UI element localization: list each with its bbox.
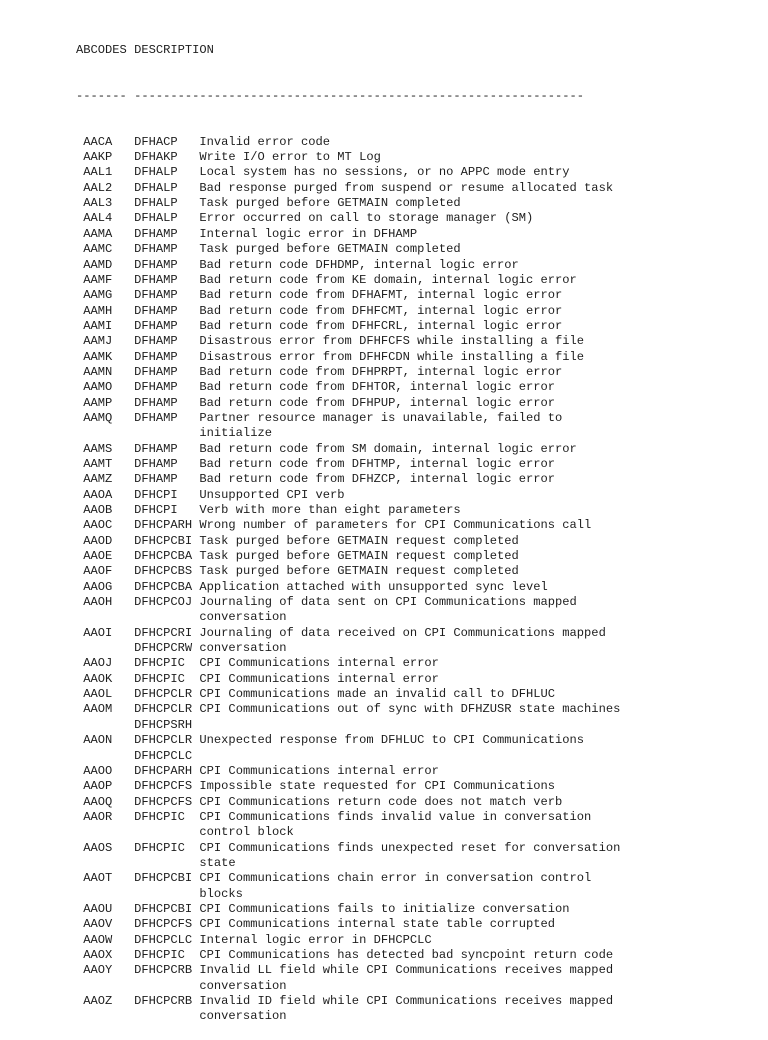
table-row [76,196,756,211]
row-main-line [76,273,756,288]
abend-code: AAKP [83,150,113,165]
module-name: DFHCPCLR [134,687,193,702]
row-main-line [76,595,756,610]
row-main-line [76,227,756,242]
continuation-module-name: DFHCPCRW [134,641,193,656]
abend-code: AAMT [83,456,113,471]
abend-description: CPI Communications internal error [199,656,439,671]
table-row [76,871,756,902]
table-row [76,135,756,150]
abend-description: CPI Communications return code does not match verb [199,794,563,809]
row-continuation-line [76,856,756,871]
module-name: DFHCPCFS [134,794,193,809]
row-continuation-line [76,610,756,625]
abend-description: Task purged before GETMAIN completed [199,196,461,211]
abend-code: AAOU [83,901,113,916]
table-row [76,165,756,180]
row-main-line [76,503,756,518]
separator-description: -------------------------------------------------------------- [134,88,585,103]
abend-description: Bad return code from DFHPUP, internal logic error [199,395,556,410]
row-main-line [76,411,756,426]
row-continuation-line [76,718,756,733]
table-row [76,534,756,549]
module-name: DFHCPIC [134,809,185,824]
abend-description: Local system has no sessions, or no APPC mode entry [199,165,570,180]
abend-description: Bad return code from DFHPRPT, internal logic error [199,364,563,379]
abend-description: Journaling of data sent on CPI Communications mapped [199,595,577,610]
row-continuation-line [76,825,756,840]
abend-code: AAMA [83,226,113,241]
row-main-line [76,242,756,257]
abend-description: CPI Communications has detected bad syncpoint return code [199,947,614,962]
table-row [76,779,756,794]
row-main-line [76,380,756,395]
row-continuation-line [76,1009,756,1024]
module-name: DFHAMP [134,288,178,303]
continuation-description: conversation [199,978,287,993]
abend-description: CPI Communications internal error [199,671,439,686]
abend-code: AAOW [83,932,113,947]
table-row [76,733,756,764]
abend-description: Task purged before GETMAIN request completed [199,564,519,579]
abend-description: Bad return code from DFHAFMT, internal logic error [199,288,563,303]
module-name: DFHCPCBI [134,533,193,548]
table-row [76,518,756,533]
table-row [76,503,756,518]
abend-code: AACA [83,134,113,149]
row-main-line [76,472,756,487]
module-name: DFHAMP [134,242,178,257]
abend-description: Task purged before GETMAIN completed [199,242,461,257]
row-main-line [76,534,756,549]
abend-code: AAOK [83,671,113,686]
module-name: DFHAMP [134,410,178,425]
table-row [76,702,756,733]
abend-code: AAMF [83,272,113,287]
abend-code: AAOF [83,564,113,579]
abend-code: AAOS [83,840,113,855]
abend-description: Invalid ID field while CPI Communications receives mapped [199,994,614,1008]
table-row [76,181,756,196]
abend-description: Journaling of data received on CPI Communications mapped [199,625,606,640]
header-separator [76,89,756,104]
module-name: DFHAMP [134,334,178,349]
row-main-line [76,365,756,380]
module-name: DFHCPCLC [134,932,193,947]
module-name: DFHCPCBS [134,564,193,579]
module-name: DFHCPCOJ [134,595,193,610]
module-name: DFHAMP [134,349,178,364]
module-name: DFHAMP [134,395,178,410]
row-main-line [76,258,756,273]
abend-code: AAON [83,733,113,748]
row-main-line [76,564,756,579]
abend-code: AAOL [83,687,113,702]
row-main-line [76,457,756,472]
table-row [76,656,756,671]
row-main-line [76,396,756,411]
abend-description: CPI Communications finds invalid value in conversation [199,809,592,824]
continuation-description: blocks [199,886,243,901]
row-main-line [76,963,756,978]
module-name: DFHAMP [134,272,178,287]
module-name: DFHAMP [134,257,178,272]
module-name: DFHACP [134,134,178,149]
module-name: DFHAMP [134,364,178,379]
abend-code-table [76,135,756,1025]
module-name: DFHALP [134,196,178,211]
continuation-module-name: DFHCPSRH [134,717,193,732]
table-row [76,948,756,963]
abend-description: Bad return code from DFHTMP, internal logic error [199,456,556,471]
row-main-line [76,948,756,963]
row-main-line [76,181,756,196]
table-row [76,258,756,273]
module-name: DFHCPARH [134,763,193,778]
module-name: DFHCPARH [134,518,193,533]
row-main-line [76,304,756,319]
abend-code: AAL4 [83,211,113,226]
abend-description: Application attached with unsupported sync level [199,579,548,594]
table-row [76,595,756,626]
row-main-line [76,702,756,717]
module-name: DFHAKP [134,150,178,165]
abend-description: Internal logic error in DFHCPCLC [199,932,432,947]
abend-code: AAL2 [83,180,113,195]
row-main-line [76,764,756,779]
row-main-line [76,626,756,641]
table-row [76,933,756,948]
continuation-module-name: DFHCPCLC [134,748,193,763]
module-name: DFHCPCBA [134,549,193,564]
table-row [76,472,756,487]
abend-description: CPI Communications internal error [199,763,439,778]
table-row [76,273,756,288]
abend-code: AAOD [83,533,113,548]
table-row [76,304,756,319]
row-main-line [76,549,756,564]
module-name: DFHCPIC [134,656,185,671]
table-row [76,917,756,932]
abend-code: AAOC [83,518,113,533]
module-name: DFHCPCFS [134,779,193,794]
continuation-description: conversation [199,610,287,625]
abend-description: Partner resource manager is unavailable, failed to [199,410,563,425]
table-row [76,994,756,1025]
row-main-line [76,150,756,165]
table-row [76,380,756,395]
row-main-line [76,211,756,226]
abend-code-listing [76,12,756,1040]
abend-code: AAOZ [83,994,113,1008]
module-name: DFHCPCFS [134,917,193,932]
abend-description: Bad return code from DFHTOR, internal logic error [199,380,556,395]
abend-code: AAOA [83,487,113,502]
module-name: DFHCPCLR [134,733,193,748]
row-main-line [76,196,756,211]
abend-description: Unsupported CPI verb [199,487,345,502]
abend-code: AAOQ [83,794,113,809]
row-main-line [76,442,756,457]
row-main-line [76,580,756,595]
abend-description: Bad return code from DFHFCMT, internal logic error [199,303,563,318]
table-row [76,350,756,365]
row-main-line [76,994,756,1009]
module-name: DFHAMP [134,441,178,456]
abend-description: Bad return code from SM domain, internal logic error [199,441,577,456]
abend-description: Wrong number of parameters for CPI Communications call [199,518,592,533]
abend-description: Invalid error code [199,134,331,149]
table-row [76,580,756,595]
row-continuation-line [76,641,756,656]
abend-description: Bad return code from DFHZCP, internal logic error [199,472,556,487]
abend-description: Bad return code from KE domain, internal logic error [199,272,577,287]
abend-code: AAMS [83,441,113,456]
module-name: DFHCPCBI [134,871,193,886]
row-main-line [76,319,756,334]
abend-description: CPI Communications fails to initialize conversation [199,901,570,916]
module-name: DFHCPIC [134,947,185,962]
module-name: DFHCPCBI [134,901,193,916]
row-main-line [76,165,756,180]
table-row [76,672,756,687]
abend-code: AAOY [83,963,113,978]
abend-description: Impossible state requested for CPI Communications [199,779,556,794]
row-main-line [76,779,756,794]
abend-description: Internal logic error in DFHAMP [199,226,418,241]
abend-description: Task purged before GETMAIN request completed [199,549,519,564]
module-name: DFHAMP [134,226,178,241]
table-row [76,902,756,917]
abend-description: Unexpected response from DFHLUC to CPI Communications [199,733,585,748]
abend-code: AAOE [83,549,113,564]
table-row [76,411,756,442]
abend-description: CPI Communications out of sync with DFHZUSR state machines [199,702,621,717]
row-main-line [76,917,756,932]
abend-code: AAOG [83,579,113,594]
row-main-line [76,841,756,856]
module-name: DFHCPCRB [134,963,193,978]
table-row [76,288,756,303]
table-row [76,150,756,165]
table-row [76,963,756,994]
table-row [76,211,756,226]
table-row [76,841,756,872]
module-name: DFHALP [134,180,178,195]
table-row [76,242,756,257]
abend-code: AAOR [83,809,113,824]
abend-description: CPI Communications finds unexpected reset for conversation [199,840,621,855]
row-main-line [76,933,756,948]
module-name: DFHAMP [134,303,178,318]
row-main-line [76,902,756,917]
abend-code: AAMH [83,303,113,318]
abend-code: AAOV [83,917,113,932]
table-row [76,365,756,380]
module-name: DFHCPCLR [134,702,193,717]
abend-code: AAOT [83,871,113,886]
row-continuation-line [76,887,756,902]
table-row [76,626,756,657]
abend-description: Verb with more than eight parameters [199,503,461,517]
row-main-line [76,488,756,503]
table-row [76,319,756,334]
abend-description: Error occurred on call to storage manager (SM) [199,211,534,226]
abend-code: AAMK [83,349,113,364]
table-row [76,396,756,411]
abend-code: AAMP [83,395,113,410]
continuation-description: control block [199,825,294,840]
abend-description: Write I/O error to MT Log [199,150,381,165]
abend-description: CPI Communications chain error in conversation control [199,871,592,886]
separator-code: ------- [76,88,127,103]
row-continuation-line [76,979,756,994]
abend-description: Bad return code DFHDMP, internal logic error [199,257,519,272]
row-main-line [76,810,756,825]
table-row [76,795,756,810]
abend-description: Disastrous error from DFHFCDN while installing a file [199,349,585,364]
table-row [76,457,756,472]
abend-code: AAMN [83,364,113,379]
abend-code: AAOO [83,763,113,778]
row-main-line [76,656,756,671]
abend-code: AAMD [83,257,113,272]
abend-code: AAMC [83,242,113,257]
table-row [76,764,756,779]
abend-code: AAOH [83,595,113,610]
header-row [76,43,756,58]
module-name: DFHAMP [134,472,178,487]
abend-code: AAMI [83,318,113,333]
module-name: DFHCPCRI [134,625,193,640]
continuation-description: conversation [199,641,287,656]
table-row [76,334,756,349]
row-main-line [76,672,756,687]
table-row [76,564,756,579]
module-name: DFHCPI [134,487,178,502]
table-row [76,227,756,242]
abend-code: AAMJ [83,334,113,349]
abend-description: Invalid LL field while CPI Communications receives mapped [199,963,614,978]
row-main-line [76,733,756,748]
abend-code: AAOX [83,947,113,962]
table-row [76,442,756,457]
abend-description: CPI Communications internal state table corrupted [199,917,556,932]
row-main-line [76,871,756,886]
abend-description: Bad return code from DFHFCRL, internal logic error [199,318,563,333]
continuation-description: conversation [199,1009,287,1024]
header-code-label: ABCODES [76,42,127,57]
module-name: DFHCPIC [134,840,185,855]
row-main-line [76,518,756,533]
continuation-description: state [199,855,236,870]
abend-code: AAMG [83,288,113,303]
abend-code: AAMZ [83,472,113,487]
row-main-line [76,288,756,303]
row-continuation-line [76,749,756,764]
row-main-line [76,334,756,349]
table-row [76,687,756,702]
abend-description: Task purged before GETMAIN request completed [199,533,519,548]
module-name: DFHCPCBA [134,579,193,594]
module-name: DFHCPCRB [134,994,193,1008]
table-row [76,488,756,503]
module-name: DFHAMP [134,318,178,333]
abend-code: AAOJ [83,656,113,671]
row-main-line [76,350,756,365]
table-row [76,810,756,841]
abend-code: AAOI [83,625,113,640]
module-name: DFHCPI [134,503,178,517]
row-main-line [76,135,756,150]
module-name: DFHAMP [134,456,178,471]
row-main-line [76,795,756,810]
abend-code: AAL1 [83,165,113,180]
row-main-line [76,687,756,702]
abend-code: AAMO [83,380,113,395]
abend-description: CPI Communications made an invalid call to DFHLUC [199,687,556,702]
table-row [76,549,756,564]
header-description-label: DESCRIPTION [134,42,214,57]
abend-code: AAOM [83,702,113,717]
module-name: DFHCPIC [134,671,185,686]
abend-code: AAMQ [83,410,113,425]
abend-description: Bad response purged from suspend or resume allocated task [199,180,614,195]
abend-description: Disastrous error from DFHFCFS while installing a file [199,334,585,349]
module-name: DFHALP [134,165,178,180]
continuation-description: initialize [199,426,272,441]
abend-code: AAL3 [83,196,113,211]
row-continuation-line [76,426,756,441]
module-name: DFHAMP [134,380,178,395]
abend-code: AAOP [83,779,113,794]
abend-code: AAOB [83,503,113,517]
module-name: DFHALP [134,211,178,226]
